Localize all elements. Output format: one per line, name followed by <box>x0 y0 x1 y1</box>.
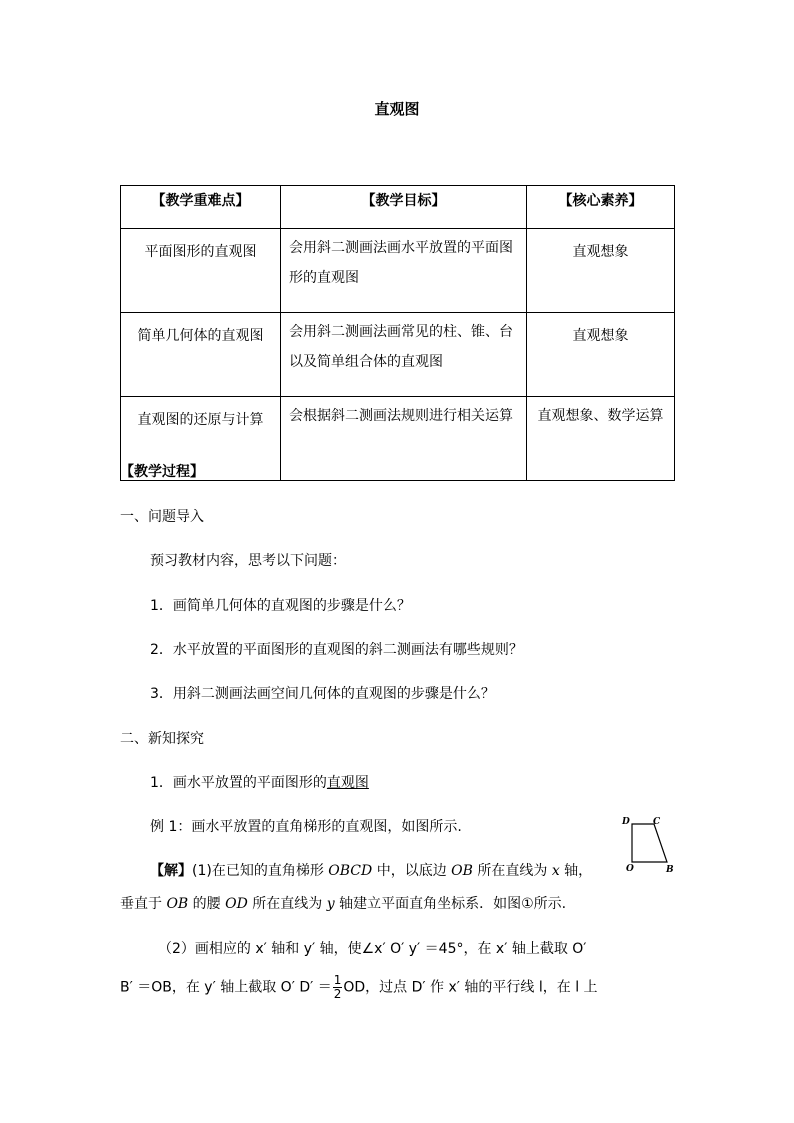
section-1-intro: 预习教材内容，思考以下问题： <box>150 553 346 569</box>
solution-text: 垂直于 <box>120 896 167 912</box>
table-row <box>121 229 675 313</box>
literacy-cell: 直观想象 <box>527 229 675 313</box>
math-var: OD <box>225 896 248 912</box>
solution-line-2 <box>120 893 566 913</box>
goal-cell: 会用斜二测画法画水平放置的平面图形的直观图 <box>281 229 527 313</box>
right-trapezoid-figure <box>620 812 680 876</box>
key-point-cell: 简单几何体的直观图 <box>121 313 281 397</box>
section-1-heading: 一、问题导入 <box>120 509 204 525</box>
math-var: OB <box>166 896 189 912</box>
solution-text: 的腰 <box>188 896 226 912</box>
fraction-numerator: 1 <box>333 973 342 987</box>
subsection-heading <box>150 772 369 792</box>
key-point-cell: 平面图形的直观图 <box>121 229 281 313</box>
solution-text: (1)在已知的直角梯形 <box>192 863 329 879</box>
solution-step-2-line-1: （2）画相应的 x′ 轴和 y′ 轴，使∠x′ O′ y′ ＝45°，在 x′ 轴上截取 O′ <box>158 941 587 957</box>
solution-text: 中，以底边 <box>372 863 452 879</box>
label-d: D <box>622 817 630 827</box>
math-var: OBCD <box>328 863 373 879</box>
table-header-row <box>121 186 675 229</box>
solution-text: OD，过点 D′ 作 x′ 轴的平行线 l，在 l 上 <box>343 979 598 996</box>
header-key-points: 【教学重难点】 <box>121 186 281 229</box>
goal-cell: 会根据斜二测画法规则进行相关运算 <box>281 397 527 481</box>
fraction-denominator: 2 <box>333 987 342 1001</box>
label-o: O <box>626 864 634 874</box>
solution-text: 轴， <box>559 863 593 879</box>
process-heading: 【教学过程】 <box>120 464 204 480</box>
teaching-goals-table <box>120 185 675 481</box>
fraction-one-half <box>333 974 343 1001</box>
question-2: 2．水平放置的平面图形的直观图的斜二测画法有哪些规则？ <box>150 642 523 658</box>
math-var: y <box>326 896 335 912</box>
solution-step-2-line-2 <box>120 974 598 1001</box>
table-row <box>121 313 675 397</box>
solution-line-1 <box>150 860 592 880</box>
literacy-cell: 直观想象 <box>527 313 675 397</box>
solution-text: 所在直线为 <box>247 896 327 912</box>
literacy-cell: 直观想象、数学运算 <box>527 397 675 481</box>
page-title: 直观图 <box>374 100 420 118</box>
solution-text: B′ ＝OB，在 y′ 轴上截取 O′ D′ ＝ <box>120 979 332 996</box>
subsection-heading-underlined: 直观图 <box>326 775 369 791</box>
question-1: 1．画简单几何体的直观图的步骤是什么？ <box>150 598 411 614</box>
header-goals: 【教学目标】 <box>281 186 527 229</box>
label-c: C <box>653 817 661 827</box>
header-core-literacy: 【核心素养】 <box>527 186 675 229</box>
trapezoid-shape <box>632 824 667 862</box>
math-var: x <box>551 863 560 879</box>
key-point-cell: 直观图的还原与计算 <box>121 397 281 481</box>
subsection-heading-text: 1．画水平放置的平面图形的 <box>150 775 327 791</box>
math-var: OB <box>451 863 473 879</box>
solution-text: 轴建立平面直角坐标系．如图①所示. <box>334 896 567 912</box>
section-2-heading: 二、新知探究 <box>120 731 204 747</box>
solution-text: 所在直线为 <box>472 863 552 879</box>
label-b: B <box>666 865 674 875</box>
example-1: 例 1：画水平放置的直角梯形的直观图，如图所示. <box>150 819 462 835</box>
goal-cell: 会用斜二测画法画常见的柱、锥、台以及简单组合体的直观图 <box>281 313 527 397</box>
question-3: 3．用斜二测画法画空间几何体的直观图的步骤是什么？ <box>150 686 495 702</box>
solution-label: 【解】 <box>150 863 192 879</box>
